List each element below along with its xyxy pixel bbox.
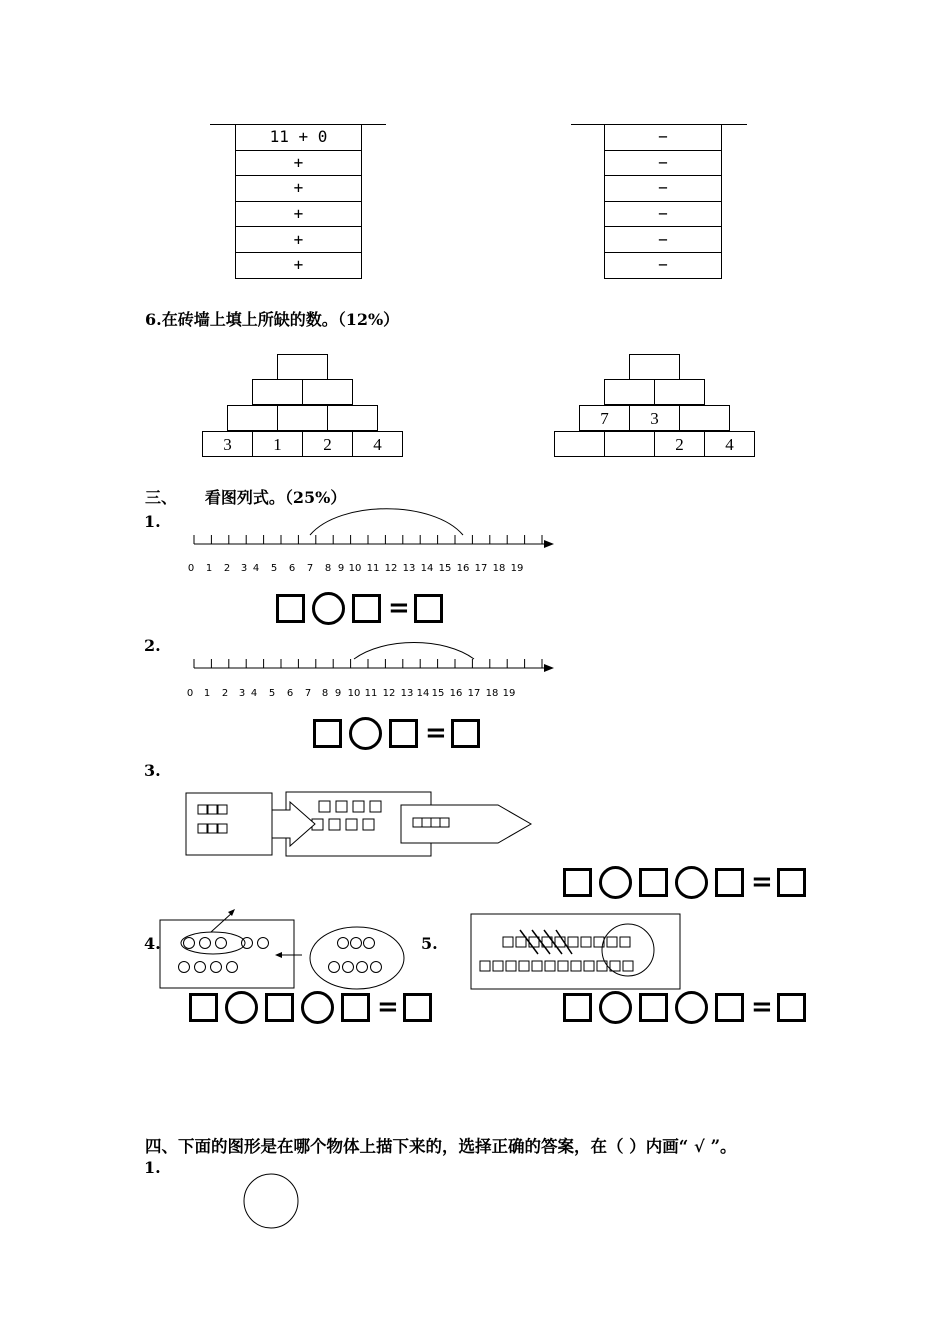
tick-label: 6 (288, 563, 296, 574)
pointed-box (401, 805, 531, 843)
q3-number: 3. (144, 761, 161, 780)
answer-box[interactable] (715, 868, 744, 897)
answer-box[interactable] (715, 993, 744, 1022)
tick-label: 12 (384, 563, 398, 574)
tick-label: 14 (420, 563, 434, 574)
brick: 7 (579, 405, 630, 431)
jump-arc (310, 509, 463, 535)
tick-label: 16 (456, 563, 470, 574)
operator-circle[interactable] (599, 866, 632, 899)
subtraction-row: − (605, 176, 722, 202)
tick-label: 13 (400, 688, 414, 699)
subtraction-table (604, 124, 722, 279)
answer-box[interactable] (403, 993, 432, 1022)
tick-label: 14 (416, 688, 430, 699)
q5-frame (471, 914, 680, 989)
brick (629, 354, 680, 380)
brick (554, 431, 605, 457)
tick-label: 7 (306, 563, 314, 574)
equals-sign: = (751, 867, 773, 897)
tick-label: 2 (223, 563, 231, 574)
tick-label: 0 (187, 563, 195, 574)
brick (654, 379, 705, 405)
tick-label: 3 (238, 688, 246, 699)
answer-box[interactable] (189, 993, 218, 1022)
operator-circle[interactable] (301, 991, 334, 1024)
tick-label: 4 (250, 688, 258, 699)
small-squares-middle (312, 801, 381, 830)
answer-box[interactable] (414, 594, 443, 623)
answer-box[interactable] (777, 868, 806, 897)
addition-row: + (236, 227, 362, 253)
s4q1-number: 1. (144, 1158, 161, 1177)
answer-box[interactable] (265, 993, 294, 1022)
q4-number: 4. (144, 934, 161, 953)
arrow-shape (272, 802, 315, 846)
q2-number: 2. (144, 636, 161, 655)
equals-sign: = (751, 992, 773, 1022)
brick: 3 (629, 405, 680, 431)
q5-strikes (520, 930, 572, 954)
section3-heading: 三、 看图列式。（25%） (145, 488, 347, 507)
tick-label: 2 (221, 688, 229, 699)
tick-label: 1 (205, 563, 213, 574)
addition-row: + (236, 176, 362, 202)
q5-circle (602, 924, 654, 976)
tick-label: 16 (449, 688, 463, 699)
q5-squares-bottom (480, 961, 633, 971)
brick: 2 (302, 431, 353, 457)
tick-label: 12 (382, 688, 396, 699)
tick-label: 19 (510, 563, 524, 574)
tick-label: 9 (337, 563, 345, 574)
axis-arrowhead (544, 664, 554, 672)
brick (679, 405, 730, 431)
tick-label: 7 (304, 688, 312, 699)
brick (604, 379, 655, 405)
tick-label: 13 (402, 563, 416, 574)
q4-picture (155, 905, 415, 995)
brick (277, 354, 328, 380)
q6-title: 6.在砖墙上填上所缺的数。（12%） (145, 310, 400, 329)
tick-label: 18 (485, 688, 499, 699)
tick-label: 17 (474, 563, 488, 574)
q1-number-line (185, 500, 565, 560)
answer-box[interactable] (341, 993, 370, 1022)
operator-circle[interactable] (599, 991, 632, 1024)
subtraction-row: − (605, 227, 722, 253)
brick (302, 379, 353, 405)
tick-label: 18 (492, 563, 506, 574)
addition-row: + (236, 201, 362, 227)
q4-arrow-out (211, 912, 233, 932)
q4-frame (160, 920, 294, 988)
tick-label: 10 (347, 688, 361, 699)
q4-circles (179, 938, 269, 973)
circle-shape (242, 1173, 302, 1233)
q4-side-ellipse (310, 927, 404, 989)
section4-heading: 四、下面的图形是在哪个物体上描下来的，选择正确的答案，在（ ）内画“ √ ”。 (145, 1137, 737, 1156)
tick-label: 8 (324, 563, 332, 574)
operator-circle[interactable] (312, 592, 345, 625)
addition-table (235, 124, 362, 279)
answer-box[interactable] (313, 719, 342, 748)
tick-label: 4 (252, 563, 260, 574)
addition-row: 11 + 0 (236, 125, 362, 151)
q1-number: 1. (144, 512, 161, 531)
operator-circle[interactable] (225, 991, 258, 1024)
answer-box[interactable] (563, 868, 592, 897)
equals-sign: = (388, 593, 410, 623)
q2-equation (313, 717, 487, 750)
answer-box[interactable] (639, 868, 668, 897)
brick (227, 405, 278, 431)
jump-arc (354, 643, 474, 660)
tick-label: 6 (286, 688, 294, 699)
tick-label: 10 (348, 563, 362, 574)
tick-label: 5 (270, 563, 278, 574)
tick-label: 9 (334, 688, 342, 699)
brick: 2 (654, 431, 705, 457)
q5-picture (470, 913, 690, 993)
q2-number-line (185, 635, 565, 685)
operator-circle[interactable] (675, 991, 708, 1024)
tick-label: 15 (438, 563, 452, 574)
equals-sign: = (377, 992, 399, 1022)
small-squares-left (198, 805, 227, 833)
equals-sign: = (425, 718, 447, 748)
answer-box[interactable] (451, 719, 480, 748)
q1-equation (276, 592, 450, 625)
tick-label: 11 (364, 688, 378, 699)
subtraction-row: − (605, 252, 722, 278)
tick-label: 1 (203, 688, 211, 699)
axis-arrowhead (544, 540, 554, 548)
answer-box[interactable] (777, 993, 806, 1022)
tick-label: 11 (366, 563, 380, 574)
q5-equation (563, 991, 813, 1024)
tick-label: 17 (467, 688, 481, 699)
brick (277, 405, 328, 431)
tick-label: 3 (240, 563, 248, 574)
answer-box[interactable] (563, 993, 592, 1022)
tick-label: 0 (186, 688, 194, 699)
answer-box[interactable] (389, 719, 418, 748)
brick: 4 (352, 431, 403, 457)
subtraction-row: − (605, 201, 722, 227)
brick (252, 379, 303, 405)
tick-label: 5 (268, 688, 276, 699)
tick-label: 15 (431, 688, 445, 699)
q4-equation (189, 991, 439, 1024)
tick-label: 19 (502, 688, 516, 699)
subtraction-row: − (605, 125, 722, 151)
q3-equation (563, 866, 813, 899)
brick: 4 (704, 431, 755, 457)
brick (327, 405, 378, 431)
answer-box[interactable] (639, 993, 668, 1022)
addition-row: + (236, 252, 362, 278)
q5-number: 5. (421, 934, 438, 953)
answer-box[interactable] (352, 594, 381, 623)
q4-group-ellipse (181, 932, 245, 954)
addition-row: + (236, 150, 362, 176)
brick (604, 431, 655, 457)
operator-circle[interactable] (349, 717, 382, 750)
brick: 3 (202, 431, 253, 457)
q3-picture (185, 790, 545, 870)
brick: 1 (252, 431, 303, 457)
answer-box[interactable] (276, 594, 305, 623)
subtraction-row: − (605, 150, 722, 176)
tick-label: 8 (321, 688, 329, 699)
operator-circle[interactable] (675, 866, 708, 899)
